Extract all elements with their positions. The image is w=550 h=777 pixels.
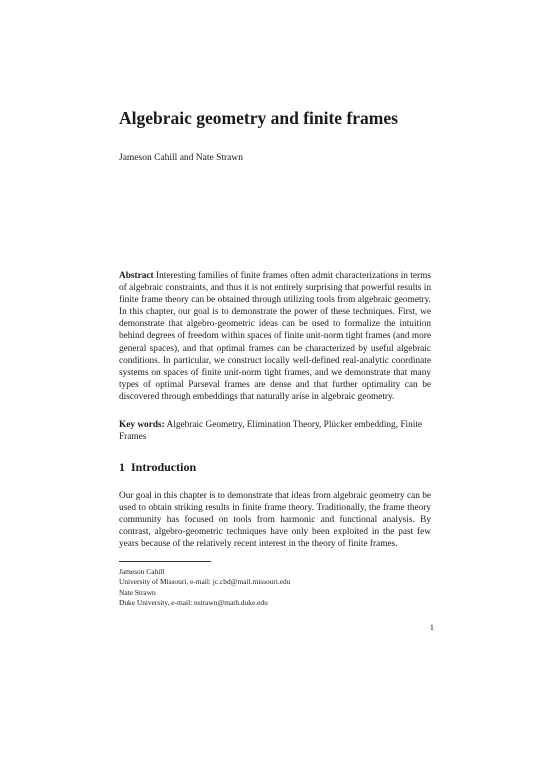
paper-title: Algebraic geometry and finite frames xyxy=(119,108,398,128)
abstract-paragraph xyxy=(119,270,431,403)
footnote-divider xyxy=(119,561,211,562)
affiliation-name: Nate Strawn xyxy=(119,588,156,597)
abstract-text: Interesting families of finite frames often admit characterizations in terms of algebraic constraints, and thus it is not entirely surprising that powerful results in finite frame theory can be obtained through utilizing tools from algebraic geometry. In this chapter, our goal is to demonstrate the power of these techniques. First, we demonstrate that algebro-geometric ideas can be used to formalize the intuition behind degrees of freedom within spaces of finite unit-norm tight frames (and more general spaces), and that optimal frames can be characterized by useful algebraic conditions. In particular, we construct locally well-defined real-analytic coordinate systems on spaces of finite unit-norm tight frames, and we demonstrate that many types of optimal Parseval frames are dense and that further optimality can be discovered through embeddings that naturally arise in algebraic geometry. xyxy=(119,271,431,402)
affiliation-name: Jameson Cahill xyxy=(119,567,165,576)
affiliation-detail: University of Missouri, e-mail: jc.cbd@mail.missouri.edu xyxy=(119,576,291,586)
author-line: Jameson Cahill and Nate Strawn xyxy=(119,153,244,163)
section-heading xyxy=(119,460,196,475)
section-number: 1 xyxy=(119,460,125,474)
page-number: 1 xyxy=(429,622,434,632)
affiliation-block xyxy=(119,588,268,607)
affiliation-block xyxy=(119,567,290,586)
keywords-text: Algebraic Geometry, Elimination Theory, Plücker embedding, Finite Frames xyxy=(119,420,423,443)
keywords-label: Key words: xyxy=(119,420,165,430)
introduction-paragraph: Our goal in this chapter is to demonstrate that ideas from algebraic geometry can be used to obtain striking results in finite frame theory. Traditionally, the frame theory community has focused on tools from harmonic and functional analysis. By contrast, algebro-geometric techniques have only been exploited in the past few years because of the relatively recent interest in the theory of finite frames. xyxy=(119,491,431,550)
abstract-label: Abstract xyxy=(119,271,154,281)
keywords-paragraph xyxy=(119,419,431,443)
section-title: Introduction xyxy=(131,460,197,474)
affiliation-detail: Duke University, e-mail: nstrawn@math.duke.edu xyxy=(119,597,268,607)
